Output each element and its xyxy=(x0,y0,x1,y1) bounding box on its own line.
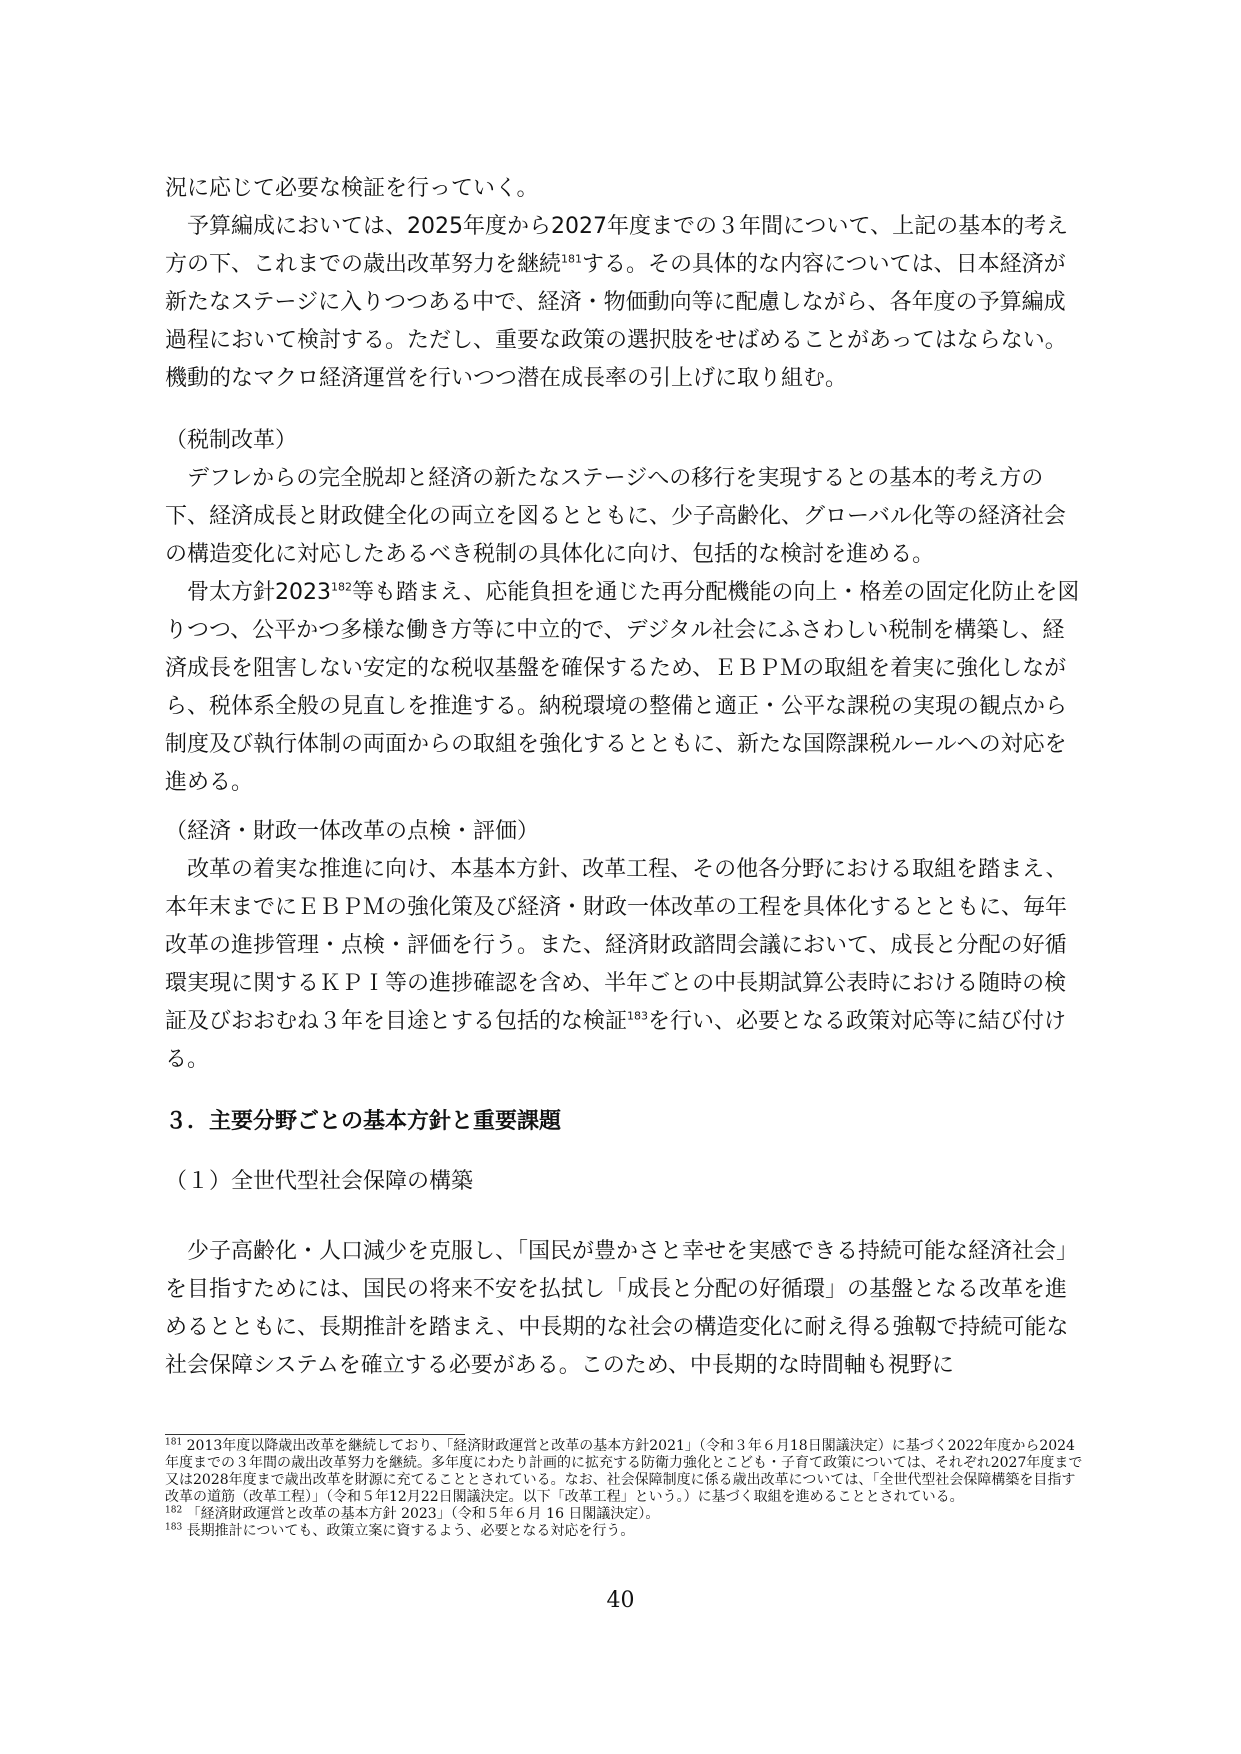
paragraph: 況に応じて必要な検証を行っていく。 xyxy=(165,176,539,201)
footnote-ref-181[interactable]: 181 xyxy=(561,252,583,266)
footnote-182 xyxy=(165,1506,1085,1523)
paragraph-text: する。その具体的な内容については、日本経済が新たなステージに入りつつある中で、経済・物価動向等に配慮しながら、各年度の予算編成過程において検討する。ただし、重要な政策の選択肢をせばめることがあってはならない。機動的なマクロ経済運営を行いつつ潜在成長率の引上げに取り組む。 xyxy=(165,252,1067,391)
review-section xyxy=(165,813,1085,1079)
paragraph: 少子高齢化・人口減少を克服し、「国民が豊かさと幸せを実感できる持続可能な経済社会」を目指すためには、国民の将来不安を払拭し「成長と分配の好循環」の基盤となる改革を進めるとともに、長期推計を踏まえ、中長期的な社会の構造変化に耐え得る強靱で持続可能な社会保障システムを確立する必要がある。このため、中長期的な時間軸も視野に xyxy=(165,1239,1079,1378)
footnote-divider xyxy=(165,1434,465,1435)
budget-section xyxy=(165,170,1085,398)
footnote-number: 183 xyxy=(165,1522,183,1533)
paragraph xyxy=(165,208,1085,398)
section-3-heading: ３．主要分野ごとの基本方針と重要課題 xyxy=(165,1109,562,1134)
paragraph xyxy=(165,574,1085,802)
footnotes xyxy=(165,1438,1085,1540)
paragraph xyxy=(165,851,1085,1079)
footnote-ref-182[interactable]: 182 xyxy=(331,580,352,594)
footnote-183 xyxy=(165,1523,1085,1540)
section-heading: （経済・財政一体改革の点検・評価） xyxy=(165,819,540,844)
paragraph: デフレからの完全脱却と経済の新たなステージへの移行を実現するとの基本的考え方の下、経済成長と財政健全化の両立を図るとともに、少子高齢化、グローバル化等の経済社会の構造変化に対応したあるべき税制の具体化に向け、包括的な検討を進める。 xyxy=(165,466,1066,567)
subsection-1-heading: （１）全世代型社会保障の構築 xyxy=(165,1169,474,1194)
paragraph-text: を行い、必要となる政策対応等に結び付ける。 xyxy=(165,1009,1067,1072)
section-heading: （税制改革） xyxy=(165,428,298,453)
footnote-text: 2013年度以降歳出改革を継続しており、「経済財政運営と改革の基本方針2021」（令和３年６月18日閣議決定）に基づく2022年度から2024年度までの３年間の歳出改革努力を継続。多年度にわたり計画的に拡充する防衛力強化とこども・子育て政策については、それぞれ2027年度まで又は2028年度まで歳出改革を財源に充てることとされている。なお、社会保障制度に係る歳出改革については、「全世代型社会保障構築を目指す改革の道筋（改革工程）」（令和５年12月22日閣議決定。以下「改革工程」という。）に基づく取組を進めることとされている。 xyxy=(165,1438,1083,1505)
paragraph-text: 等も踏まえ、応能負担を通じた再分配機能の向上・格差の固定化防止を図りつつ、公平かつ多様な働き方等に中立的で、デジタル社会にふさわしい税制を構築し、経済成長を阻害しない安定的な税収基盤を確保するため、ＥＢＰＭの取組を着実に強化しながら、税体系全般の見直しを推進する。納税環境の整備と適正・公平な課税の実現の観点から制度及び執行体制の両面からの取組を強化するとともに、新たな国際課税ルールへの対応を進める。 xyxy=(165,580,1080,795)
paragraph-text: 予算編成においては、2025年度から2027年度までの３年間について、上記の基本的考え方の下、これまでの歳出改革努力を継続 xyxy=(165,214,1069,277)
footnote-text: 長期推計についても、政策立案に資するよう、必要となる対応を行う。 xyxy=(182,1523,635,1539)
footnote-181 xyxy=(165,1438,1085,1506)
footnote-number: 182 xyxy=(165,1505,183,1516)
paragraph-text: 改革の着実な推進に向け、本基本方針、改革工程、その他各分野における取組を踏まえ、本年末までにＥＢＰＭの強化策及び経済・財政一体改革の工程を具体化するとともに、毎年改革の進捗管理・点検・評価を行う。また、経済財政諮問会議において、成長と分配の好循環実現に関するＫＰＩ等の進捗確認を含め、半年ごとの中長期試算公表時における随時の検証及びおおむね３年を目途とする包括的な検証 xyxy=(165,857,1068,1034)
tax-reform-section xyxy=(165,422,1085,802)
footnote-number: 181 xyxy=(165,1437,183,1448)
footnote-text: 「経済財政運営と改革の基本方針 2023」（令和５年６月 16 日閣議決定）。 xyxy=(182,1506,660,1522)
social-security-section xyxy=(165,1233,1085,1385)
footnote-ref-183[interactable]: 183 xyxy=(627,1009,649,1023)
paragraph-text: 骨太方針2023 xyxy=(187,580,331,605)
page-number: 40 xyxy=(606,1588,635,1613)
